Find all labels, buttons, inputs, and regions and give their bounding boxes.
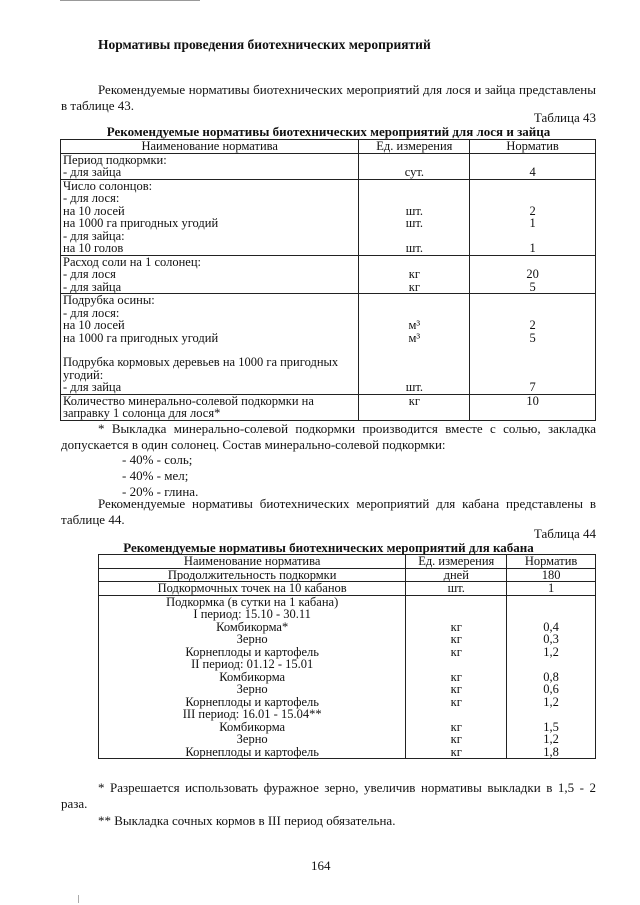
table44-header-value: Норматив — [507, 555, 596, 569]
cell-text: дней — [406, 568, 507, 582]
intro2-text: Рекомендуемые нормативы биотехнических мероприятий для кабана представлены в таблице 44. — [61, 496, 596, 527]
top-rule — [60, 0, 200, 1]
cell-text: - для лося — [63, 267, 116, 281]
cell-text: шт. — [405, 203, 423, 218]
cell-text: 0,8 — [543, 669, 559, 684]
cell-text: на 10 лосей — [63, 318, 125, 332]
cell-text: 4 — [529, 165, 536, 179]
cell-text — [472, 294, 593, 307]
cell-text: кг — [450, 644, 462, 659]
cell-text: - для лося: — [63, 305, 120, 320]
composition-item: - 40% - соль; — [122, 452, 193, 467]
cell-text: кг — [450, 744, 462, 759]
cell-text: Расход соли на 1 солонец: — [63, 254, 201, 269]
cell-text: 1,8 — [543, 744, 559, 759]
cell-text: Комбикорма — [219, 669, 286, 684]
cell-text: кг — [450, 632, 462, 646]
cell-text: 0,6 — [543, 682, 559, 696]
cell-text: 1 — [529, 241, 536, 255]
cell-text: Подрубка кормовых деревьев на 1000 га пригодных угодий: — [63, 355, 339, 382]
table43-number: Таблица 43 — [533, 110, 596, 125]
cell-text: Корнеплоды и картофель — [185, 694, 319, 709]
cell-text: шт. — [406, 582, 507, 596]
cell-text: Подкормочных точек на 10 кабанов — [99, 582, 406, 596]
cell-text: Зерно — [236, 682, 268, 696]
cell-text: кг — [450, 682, 462, 696]
table44-caption: Рекомендуемые нормативы биотехнических мероприятий для кабана — [123, 540, 534, 555]
cell-text — [472, 356, 593, 369]
cell-text: III период: 16.01 - 15.04** — [182, 707, 322, 721]
cell-text — [472, 192, 593, 205]
cell-text: шт. — [405, 380, 423, 394]
intro-text: Рекомендуемые нормативы биотехнических мероприятий для лося и зайца представлены в таблице 43. — [61, 82, 596, 113]
table-row — [61, 153, 596, 179]
cell-text — [509, 708, 593, 721]
cell-text: на 1000 га пригодных угодий — [63, 216, 219, 230]
cell-text: 2 — [529, 318, 536, 332]
cell-text: 5 — [529, 330, 536, 345]
cell-text: кг — [408, 393, 420, 408]
cell-text: шт. — [405, 216, 423, 230]
cell-text — [408, 708, 504, 721]
cell-text: 0,4 — [543, 619, 559, 634]
scan-mark — [78, 895, 81, 903]
table44-header-row — [99, 555, 596, 569]
cell-text: Количество минерально-солевой подкормки на заправку 1 солонца для лося* — [63, 393, 314, 420]
table43-caption: Рекомендуемые нормативы биотехнических мероприятий для лося и зайца — [106, 124, 551, 139]
cell-text: 0,3 — [543, 632, 559, 646]
table-row — [61, 179, 596, 255]
cell-text: - для зайца — [63, 380, 122, 394]
cell-text: Комбикорма* — [216, 619, 289, 634]
table-row — [99, 582, 596, 596]
note2-text: * Разрешается использовать фуражное зерно, увеличив нормативы выкладки в 1,5 - 2 раза. — [61, 780, 596, 811]
cell-text: Подкормка (в сутки на 1 кабана) — [166, 594, 339, 609]
cell-text: Подрубка осины: — [63, 293, 155, 307]
table44-header-unit: Ед. измерения — [406, 555, 507, 569]
cell-text: - для зайца — [63, 165, 122, 179]
cell-text: Зерно — [236, 632, 268, 646]
cell-text: м³ — [408, 330, 421, 345]
table43-header-unit: Ед. измерения — [359, 140, 470, 154]
cell-text: кг — [450, 694, 462, 709]
cell-text: Число солонцов: — [63, 178, 153, 193]
cell-text: кг — [408, 279, 420, 294]
cell-text: кг — [450, 669, 462, 684]
cell-text: на 10 голов — [63, 241, 124, 255]
cell-text: 10 — [526, 393, 539, 408]
table43 — [60, 139, 596, 421]
note3-paragraph — [61, 813, 596, 829]
cell-text: на 10 лосей — [63, 203, 125, 218]
cell-text: кг — [450, 619, 462, 634]
table-row — [61, 294, 596, 395]
table-row — [99, 595, 596, 759]
cell-text — [361, 356, 467, 369]
cell-text: 2 — [529, 203, 536, 218]
cell-text: I период: 15.10 - 30.11 — [193, 607, 311, 621]
cell-text — [509, 658, 593, 671]
cell-text: 1,2 — [543, 732, 559, 746]
table43-header-name: Наименование норматива — [61, 140, 359, 154]
cell-text: - для зайца: — [63, 228, 125, 243]
cell-text: кг — [408, 267, 420, 281]
note1-text: * Выкладка минерально-солевой подкормки производится вместе с солью, закладка допускается в один солонец. Состав минерально-солевой подкормки: — [61, 421, 596, 452]
cell-text: 180 — [507, 568, 596, 582]
table-row — [61, 255, 596, 294]
cell-text — [408, 608, 504, 621]
cell-text: 5 — [529, 279, 536, 294]
cell-text: кг — [450, 732, 462, 746]
table44 — [98, 554, 596, 759]
page-number: 164 — [311, 858, 331, 873]
cell-text: 1,2 — [543, 694, 559, 709]
cell-text: 1 — [529, 216, 536, 230]
cell-text: 20 — [526, 267, 539, 281]
table-row — [99, 568, 596, 582]
cell-text — [408, 658, 504, 671]
cell-text: - для лося: — [63, 191, 120, 205]
cell-text: 7 — [529, 380, 536, 394]
section-heading: Нормативы проведения биотехнических мероприятий — [98, 37, 431, 52]
cell-text: 1,2 — [543, 644, 559, 659]
note1-paragraph — [61, 421, 596, 453]
cell-text: Продолжительность подкормки — [99, 568, 406, 582]
composition-item: - 40% - мел; — [122, 468, 189, 483]
table44-header-name: Наименование норматива — [99, 555, 406, 569]
cell-text — [361, 294, 467, 307]
table43-header-value: Норматив — [470, 140, 596, 154]
composition-item: - 20% - глина. — [122, 484, 199, 499]
note2-paragraph — [61, 780, 596, 812]
cell-text: кг — [450, 719, 462, 734]
cell-text: Зерно — [236, 732, 268, 746]
cell-text: м³ — [408, 318, 421, 332]
cell-text: - для зайца — [63, 279, 122, 294]
cell-text: 1,5 — [543, 719, 559, 734]
cell-text: Период подкормки: — [63, 152, 167, 167]
cell-text — [361, 192, 467, 205]
cell-text: Корнеплоды и картофель — [185, 644, 319, 659]
note3-text: ** Выкладка сочных кормов в III период обязательна. — [98, 813, 396, 828]
table44-number: Таблица 44 — [533, 526, 596, 541]
cell-text: 1 — [507, 582, 596, 596]
cell-text: на 1000 га пригодных угодий — [63, 330, 219, 345]
cell-text: II период: 01.12 - 15.01 — [191, 657, 314, 671]
table43-header-row — [61, 140, 596, 154]
intro2-paragraph — [61, 496, 596, 528]
cell-text: Корнеплоды и картофель — [185, 744, 319, 759]
cell-text — [509, 608, 593, 621]
cell-text: сут. — [404, 165, 424, 179]
cell-text: Комбикорма — [219, 719, 286, 734]
cell-text: шт. — [405, 241, 423, 255]
table-row — [61, 394, 596, 420]
intro-paragraph — [61, 82, 596, 114]
